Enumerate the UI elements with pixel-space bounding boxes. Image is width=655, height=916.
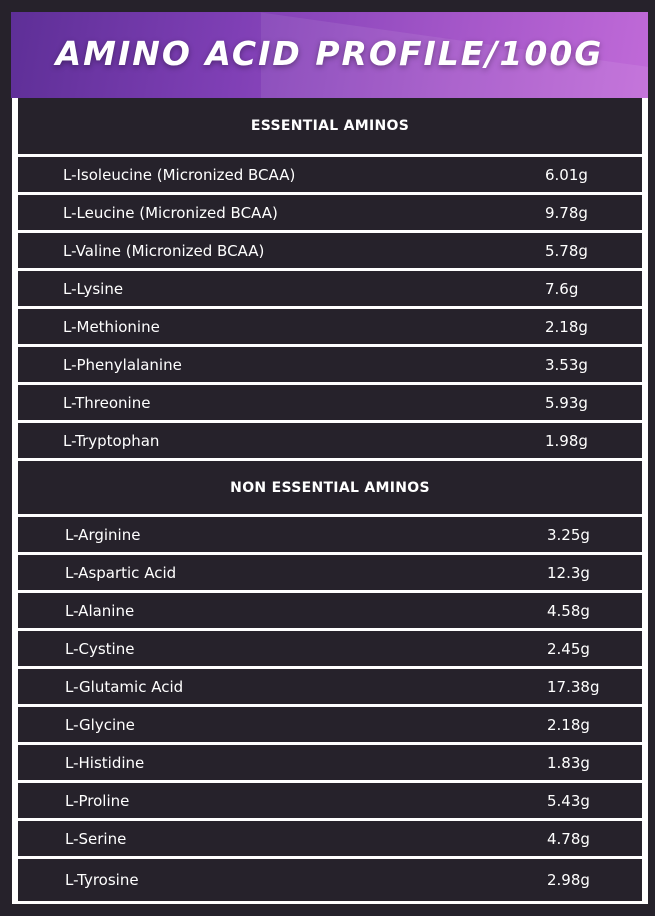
essential-section-title: ESSENTIAL AMINOS <box>250 118 410 134</box>
nonessential-section-header <box>18 461 642 514</box>
amino-value: 17.38g <box>547 677 600 696</box>
amino-acid-table <box>12 98 648 904</box>
amino-value: 4.78g <box>547 829 590 848</box>
amino-name: L-Aspartic Acid <box>65 563 177 582</box>
table-row <box>18 157 642 192</box>
amino-value: 5.78g <box>545 241 588 260</box>
amino-name: L-Histidine <box>65 753 145 772</box>
amino-name: L-Glutamic Acid <box>65 677 184 696</box>
amino-value: 2.18g <box>547 715 590 734</box>
table-row <box>18 423 642 458</box>
amino-name: L-Lysine <box>63 279 124 298</box>
amino-name: L-Methionine <box>63 317 160 336</box>
table-row <box>18 859 642 901</box>
table-row <box>18 783 642 818</box>
table-row <box>18 745 642 780</box>
amino-name: L-Alanine <box>65 601 135 620</box>
table-row <box>18 347 642 382</box>
amino-name: L-Tryptophan <box>63 431 160 450</box>
amino-name: L-Tyrosine <box>65 871 139 889</box>
amino-name: L-Valine (Micronized BCAA) <box>63 241 265 260</box>
title-banner <box>11 12 648 98</box>
table-row <box>18 631 642 666</box>
amino-value: 9.78g <box>545 203 588 222</box>
amino-name: L-Threonine <box>63 393 151 412</box>
amino-value: 2.18g <box>545 317 588 336</box>
amino-value: 1.98g <box>545 431 588 450</box>
amino-value: 5.93g <box>545 393 588 412</box>
amino-value: 6.01g <box>545 165 588 184</box>
amino-name: L-Proline <box>65 791 130 810</box>
amino-name: L-Isoleucine (Micronized BCAA) <box>63 165 296 184</box>
amino-name: L-Cystine <box>65 639 135 658</box>
essential-section-header <box>18 98 642 154</box>
table-row <box>18 707 642 742</box>
amino-name: L-Leucine (Micronized BCAA) <box>63 203 278 222</box>
page-title: AMINO ACID PROFILE/100G <box>55 34 604 73</box>
nonessential-section-title: NON ESSENTIAL AMINOS <box>230 479 430 496</box>
amino-value: 7.6g <box>545 279 579 298</box>
amino-value: 12.3g <box>547 563 590 582</box>
amino-value: 1.83g <box>547 753 590 772</box>
amino-name: L-Glycine <box>65 715 135 734</box>
table-row <box>18 555 642 590</box>
table-row <box>18 309 642 344</box>
amino-value: 3.25g <box>547 525 590 544</box>
amino-name: L-Phenylalanine <box>63 355 182 374</box>
table-row <box>18 271 642 306</box>
amino-name: L-Arginine <box>65 525 141 544</box>
table-row <box>18 593 642 628</box>
table-row <box>18 517 642 552</box>
amino-value: 4.58g <box>547 601 590 620</box>
amino-value: 2.98g <box>547 871 590 889</box>
table-row <box>18 233 642 268</box>
table-row <box>18 669 642 704</box>
amino-name: L-Serine <box>65 829 127 848</box>
table-row <box>18 385 642 420</box>
table-row <box>18 195 642 230</box>
amino-value: 2.45g <box>547 639 590 658</box>
table-row <box>18 821 642 856</box>
amino-value: 5.43g <box>547 791 590 810</box>
amino-value: 3.53g <box>545 355 588 374</box>
